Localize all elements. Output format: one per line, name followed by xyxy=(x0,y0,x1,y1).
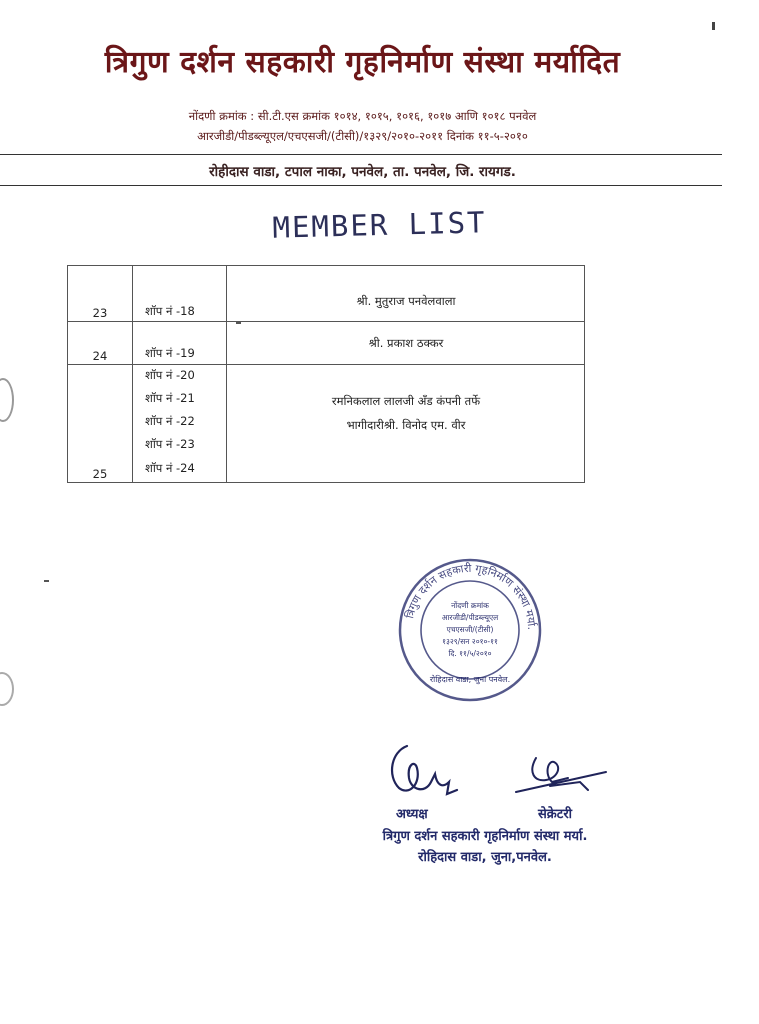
member-shop: शॉप नं -22 xyxy=(145,414,195,428)
letterhead-rule-top xyxy=(0,154,722,155)
member-shop: शॉप नं -18 xyxy=(145,304,195,318)
stamp-bottom-text: रोहिदास वाडा, जुना पनवेल. xyxy=(429,675,511,684)
member-shop: शॉप नं -20 xyxy=(145,368,195,382)
scan-mark xyxy=(0,378,14,422)
stamp-inner-line: १३२९/सन २०१०-११ xyxy=(442,637,498,646)
registration-line-2: आरजीडी/पीडब्ल्यूएल/एचएसजी/(टीसी)/१३२९/२०१०-२०११ दिनांक ११-५-२०१० xyxy=(197,129,528,143)
stamp-inner-line: दि. ११/५/२०१० xyxy=(448,649,492,658)
society-stamp xyxy=(398,558,542,702)
member-name: भागीदारीश्री. विनोद एम. वीर xyxy=(346,418,466,432)
scan-mark xyxy=(712,22,715,30)
scan-mark xyxy=(0,672,14,706)
member-list-heading: MEMBER LIST xyxy=(272,205,487,245)
table-col-divider xyxy=(132,266,133,482)
member-sr: 25 xyxy=(92,467,108,481)
scan-mark xyxy=(236,322,241,324)
stamp-ring-text: त्रिगुण दर्शन सहकारी गृहनिर्माण संस्था मर्या. xyxy=(403,561,539,631)
member-name: रमनिकलाल लालजी अँड कंपनी तर्फे xyxy=(331,394,481,408)
member-shop: शॉप नं -24 xyxy=(145,461,195,475)
registration-line-1: नोंदणी क्रमांक : सी.टी.एस क्रमांक १०१४, १०१५, १०१६, १०१७ आणि १०१८ पनवेल xyxy=(188,109,537,123)
member-shop: शॉप नं -21 xyxy=(145,391,195,405)
letterhead-rule-bottom xyxy=(0,185,722,186)
stamp-inner-line: नोंदणी क्रमांक xyxy=(451,601,489,610)
stamp-inner-line: एचएसजी/(टीसी) xyxy=(446,625,494,634)
member-name: श्री. मुतुराज पनवेलवाला xyxy=(356,294,456,308)
table-col-divider xyxy=(226,266,227,482)
president-signature xyxy=(385,738,460,800)
stamp-inner-line: आरजीडी/पीडब्ल्यूएल xyxy=(441,613,499,622)
society-title: त्रिगुण दर्शन सहकारी गृहनिर्माण संस्था मर्यादित xyxy=(104,45,621,80)
member-shop: शॉप नं -19 xyxy=(145,346,195,360)
president-label: अध्यक्ष xyxy=(396,807,428,822)
scan-mark xyxy=(44,580,49,582)
member-sr: 24 xyxy=(92,349,108,363)
member-sr: 23 xyxy=(92,306,108,320)
table-row-divider xyxy=(68,321,584,322)
member-shop: शॉप नं -23 xyxy=(145,437,195,451)
society-address: रोहीदास वाडा, टपाल नाका, पनवेल, ता. पनवेल, जि. रायगड. xyxy=(209,164,516,180)
footer-address: रोहिदास वाडा, जुना,पनवेल. xyxy=(418,850,552,865)
secretary-label: सेक्रेटरी xyxy=(538,807,573,822)
footer-society-name: त्रिगुण दर्शन सहकारी गृहनिर्माण संस्था मर्या. xyxy=(382,829,588,844)
table-row-divider xyxy=(68,364,584,365)
secretary-signature xyxy=(510,752,610,800)
member-table xyxy=(67,265,585,483)
member-name: श्री. प्रकाश ठक्कर xyxy=(368,336,444,350)
